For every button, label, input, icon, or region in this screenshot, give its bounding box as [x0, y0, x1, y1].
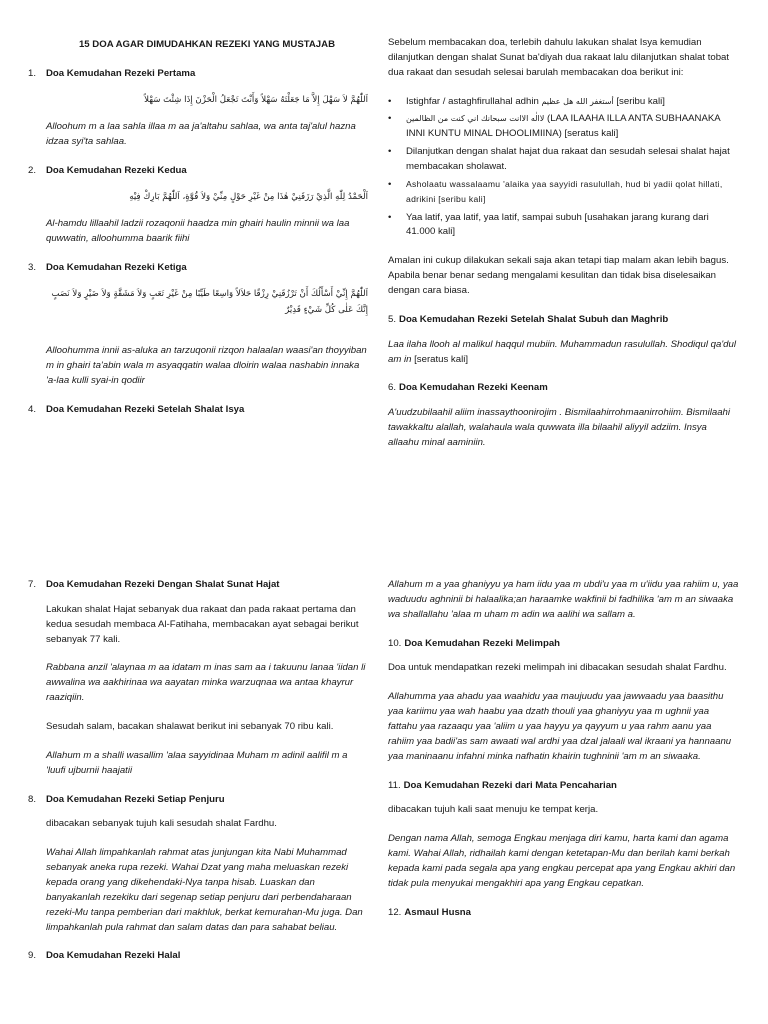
section-heading-11 [388, 779, 740, 794]
section-7-after: Sesudah salam, bacakan shalawat berikut ini sebanyak 70 ribu kali. [46, 721, 334, 733]
latin-text-2: Al-hamdu lillaahil ladzii rozaqonii haadza min ghairi haulin minnii wa laa quwwatin, alloohumma baarik fiihi [46, 217, 350, 244]
page1-right-column [388, 36, 740, 465]
section-7-shalawat: Allahum m a shalli wasallim 'alaa sayyidinaa Muham m adinil aalifil m a 'luufi ujburnii haajatii [46, 749, 348, 776]
section-title: Doa Kemudahan Rezeki Halal [46, 950, 181, 962]
latin-text-5: Laa ilaha llooh al malikul haqqul mubiin. Muhammadun rasulullah. Shodiqul qa'dul am in [seratus kali] [388, 338, 736, 365]
arabic-inline: لاالٰه الاانت سبحانك اني كنت من الظالمين [406, 114, 545, 124]
section-10-intro: Doa untuk mendapatkan rezeki melimpah ini dibacakan sesudah shalat Fardhu. [388, 662, 727, 674]
section-4-bullet-list [388, 95, 740, 241]
document-page-2 [0, 560, 768, 1024]
document-title: 15 DOA AGAR DIMUDAHKAN REZEKI YANG MUSTAJAB [78, 39, 336, 50]
section-title: Doa Kemudahan Rezeki Kedua [46, 164, 187, 176]
section-heading-7 [28, 578, 368, 593]
section-heading-8 [28, 793, 368, 808]
section-title: Doa Kemudahan Rezeki Setelah Shalat Subuh dan Maghrib [399, 313, 669, 325]
section-number: 12. [388, 906, 402, 918]
section-title: Asmaul Husna [404, 906, 471, 918]
section-4-closing: Amalan ini cukup dilakukan sekali saja akan tetapi tiap malam akan lebih bagus. Apabila benar benar sedang mengalami kesulitan dan tidak bisa diselesaikan dengan cara biasa. [388, 255, 729, 297]
page1-left-column [28, 38, 368, 428]
section-number: 3. [28, 261, 37, 273]
section-title: Doa Kemudahan Rezeki Ketiga [46, 261, 187, 273]
section-10-latin: Allahumma yaa ahadu yaa waahidu yaa maujuudu yaa jawwaadu yaa baasithu yaa kariimu yaa wah haabu yaa dzath thouli yaa ghaniyyu yaa m ughnii yaa fattahu yaa razaaqu yaa 'aliim u yaa hayyu ya qayyum u yaa rahm aanu yaa rahiim yaa badii'as sam awaati wal ardhi yaa dzal jalaali wal ikraani ya hannaanu yaa maninaanu infahni minka nafhatin khairin tughninii 'am m an siwaaka. [388, 691, 732, 762]
section-title: Doa Kemudahan Rezeki Setiap Penjuru [46, 793, 225, 805]
section-heading-4 [28, 403, 368, 418]
section-4-intro: Sebelum membacakan doa, terlebih dahulu lakukan shalat Isya kemudian dilanjutkan dengan shalat Sunat ba'diyah dua rakaat lalu dilanjutkan shalat tobat dua rakaat dan sesudah selesai barulah membacakan doa berikut ini: [388, 37, 730, 78]
section-number: 10. [388, 637, 402, 649]
arabic-text-1: اَللّٰهُمَّ لاَ سَهْلَ إِلاَّ مَا جَعَلْتَهُ سَهْلاً وَأَنْتَ تَجْعَلُ الْحَزْنَ إِذَا شِئْتَ سَهْلاً [144, 94, 368, 105]
section-heading-5 [388, 313, 740, 328]
section-number: 6. [388, 382, 397, 394]
section-number: 1. [28, 67, 37, 79]
section-number: 2. [28, 164, 37, 176]
section-8-intro: dibacakan sebanyak tujuh kali sesudah shalat Fardhu. [46, 818, 277, 830]
section-11-intro: dibacakan tujuh kali saat menuju ke tempat kerja. [388, 804, 599, 816]
section-title: Doa Kemudahan Rezeki dari Mata Pencaharian [403, 779, 617, 791]
section-number: 7. [28, 579, 37, 590]
section-number: 8. [28, 793, 37, 805]
section-number: 4. [28, 403, 37, 415]
section-8-text: Wahai Allah limpahkanlah rahmat atas junjungan kita Nabi Muhammad sebanyak aneka rupa rezeki. Wahai Dzat yang maha meluaskan rezeki kepada orang yang dikehendaki-Nya tanpa hisab. Luaskan dan banyakanlah rezekiku dari segenap setiap penjuru dari perbendaharaan rezeki-Mu tanpa pemberian dari makhluk, berkat kemurahan-Mu juga. Dan limpahkanlah pula rahmat dan salam datas dan para sahabat beliau. [46, 847, 363, 933]
section-heading-1 [28, 67, 368, 82]
section-title: Doa Kemudahan Rezeki Pertama [46, 67, 196, 79]
latin-text-6: A'uudzubilaahil aliim inassaythoonirojim . Bismilaahirrohmaanirrohiim. Bismilaahi tawakkaltu alallah, walahaula wala quwwata illa bilaahil aliyyil adziim. Insya allaahu minal aaminiin. [388, 407, 731, 449]
latin-text-1: Alloohum m a laa sahla illaa m aa ja'altahu sahlaa, wa anta taj'alul hazna idzaa syi'ta sahlaa. [46, 121, 356, 147]
section-heading-6 [388, 381, 740, 396]
list-item: • Dilanjutkan dengan shalat hajat dua rakaat dan sesudah selesai shalat hajat membacakan sholawat. [388, 145, 740, 175]
page2-left-column [28, 578, 368, 974]
section-9-latin: Allahum m a yaa ghaniyyu ya ham iidu yaa m ubdi'u yaa m u'iidu yaa rahiim u, yaa waduudu aghninii bi halaalika;an haraamke wakfinii bi fadhilika 'am m an siwaaka wa shallallahu 'alaa m uham m adin wa aalihi wa sallam a. [388, 579, 739, 620]
list-item: • Istighfar / astaghfirullahal adhin أستغفر الله هل عظيم [seribu kali] [388, 95, 740, 110]
section-title: Doa Kemudahan Rezeki Dengan Shalat Sunat Hajat [46, 579, 280, 590]
section-heading-2 [28, 164, 368, 179]
list-item: • لاالٰه الاانت سبحانك اني كنت من الظالمين (LAA ILAAHA ILLA ANTA SUBHAANAKA INNI KUNTU MINAL DHOOLIMIINA) [seratus kali] [388, 112, 740, 142]
section-heading-3 [28, 261, 368, 276]
section-heading-10 [388, 637, 740, 652]
list-item: • Asholaatu wassalaamu 'alaika yaa sayyidi rasulullah, hud bi yadii qolat hillati, adrikini [seribu kali] [388, 178, 740, 208]
arabic-text-3: اَللّٰهُمَّ إِنِّيْ أَسْأَلُكَ أَنْ تَرْزُقَنِيْ رِزْقًا حَلاَلاً وَاسِعًا طَيِّبًا مِنْ غَيْرِ تَعَبٍ وَلاَ مَشَقَّةٍ وَلاَ ضَيْرٍ وَلاَ نَصَبٍ إِنَّكَ عَلٰى كُلِّ شَيْءٍ قَدِيْرٌ [51, 288, 368, 315]
section-number: 5. [388, 313, 397, 325]
list-item: • Yaa latif, yaa latif, yaa latif, sampai subuh [usahakan jarang kurang dari 41.000 kali] [388, 211, 740, 241]
section-heading-12 [388, 906, 740, 921]
section-7-intro: Lakukan shalat Hajat sebanyak dua rakaat dan pada rakaat pertama dan kedua sesudah membaca Al-Fatihaha, membacakan ayat sebagai berikut sebanyak 77 kali. [46, 603, 359, 645]
arabic-text-2: اَلْحَمْدُ لِلّٰهِ الَّذِيْ رَزَقَنِيْ هٰذَا مِنْ غَيْرِ حَوْلٍ مِنِّيْ وَلاَ قُوَّةٍ، اَللّٰهُمَّ بَارِكْ فِيْهِ [129, 191, 368, 202]
latin-text-3: Alloohumma innii as-aluka an tarzuqonii rizqon halaalan waasi'an thoyyiban m in ghairi ta'abin wala m asyaqqatin walaa dloirin walaa nashabin innaka 'a-laa kulli syai-in qodiir [46, 345, 367, 386]
section-number: 9. [28, 950, 37, 962]
page2-right-column [388, 578, 740, 931]
arabic-inline: أستغفر الله هل عظيم [541, 96, 614, 106]
section-11-text: Dengan nama Allah, semoga Engkau menjaga diri kamu, harta kami dan agama kami. Wahai Allah, ridhailah kami dengan ketetapan-Mu dan berilah kami berkah kepada kami pada segala apa yang engkau percepat apa yang Engkau akhiri dan tidak pula menyukai mengakhiri apa yang Engkau cepatkan. [388, 833, 736, 889]
section-title: Doa Kemudahan Rezeki Setelah Shalat Isya [46, 403, 245, 415]
section-title: Doa Kemudahan Rezeki Keenam [399, 382, 548, 394]
section-number: 11. [388, 779, 401, 791]
section-heading-9 [28, 949, 368, 964]
section-7-verse: Rabbana anzil 'alaynaa m aa idatam m inas sam aa i takuunu lanaa 'iidan li awwalina wa aakhirinaa wa aayatan minka warzuqnaa wa antaa khayrur raaziqiin. [46, 662, 366, 704]
section-title: Doa Kemudahan Rezeki Melimpah [404, 637, 561, 649]
